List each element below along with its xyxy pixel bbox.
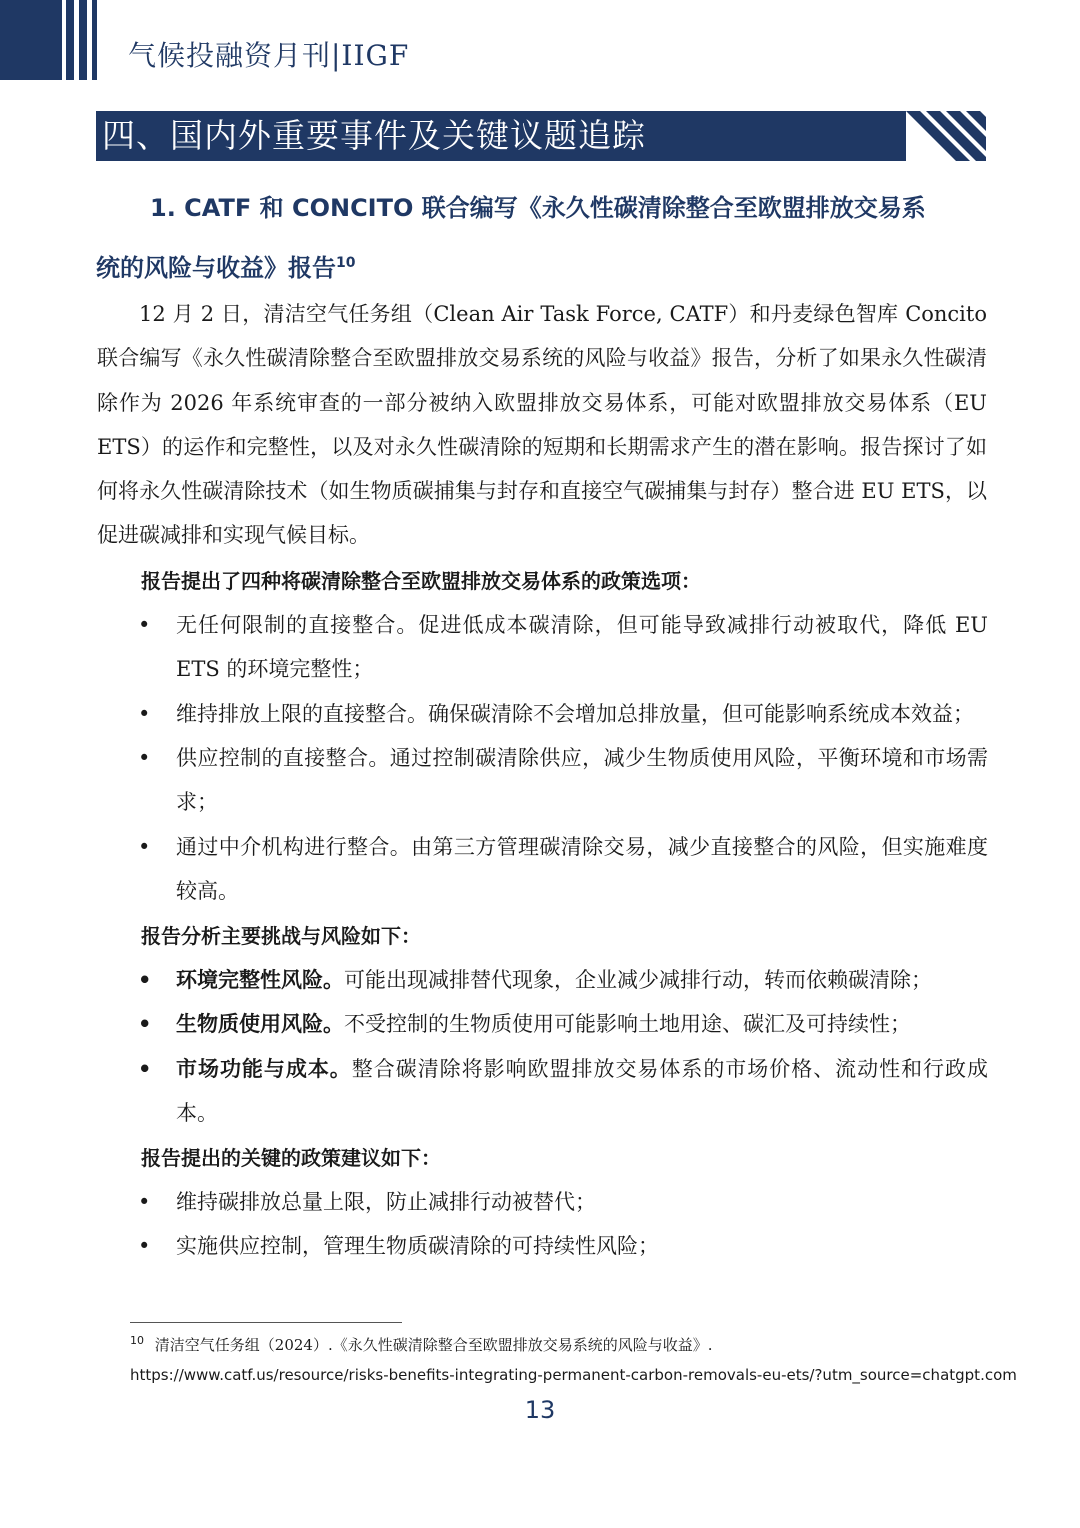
options-heading: 报告提出了四种将碳清除整合至欧盟排放交易体系的政策选项：: [141, 569, 701, 593]
bullet-icon: •: [138, 1234, 151, 1258]
recommendation-text: 维持碳排放总量上限，防止减排行动被替代；: [176, 1190, 596, 1214]
article-title-line2: [96, 248, 986, 283]
bullet-icon: •: [138, 1190, 151, 1214]
banner-stripes-icon: [906, 111, 986, 161]
page-number: 13: [524, 1396, 556, 1424]
risk-text: 不受控制的生物质使用可能影响土地用途、碳汇及可持续性；: [344, 1012, 911, 1036]
bullet-icon: •: [138, 613, 151, 637]
list-item: [138, 825, 988, 914]
section-banner: [96, 111, 986, 161]
list-item: [138, 736, 988, 825]
bullet-icon: •: [138, 1057, 152, 1081]
list-item: [138, 1047, 988, 1136]
bullet-icon: •: [138, 968, 152, 992]
article-title-line1: 1. CATF 和 CONCITO 联合编写《永久性碳清除整合至欧盟排放交易系: [150, 194, 926, 222]
bullet-icon: •: [138, 835, 151, 859]
list-item: [138, 692, 988, 736]
risk-label: 生物质使用风险。: [176, 1012, 344, 1036]
journal-title: 气候投融资月刊|IIGF: [128, 39, 410, 72]
option-text: 通过中介机构进行整合。由第三方管理碳清除交易，减少直接整合的风险，但实施难度较高。: [176, 835, 988, 904]
recommendations-heading: 报告提出的关键的政策建议如下：: [141, 1146, 441, 1170]
footnote-link[interactable]: https://www.catf.us/resource/risks-benefits-integrating-permanent-carbon-removals-eu-ets/?utm_source=chatgpt.com: [130, 1366, 1017, 1384]
footnote: [130, 1334, 713, 1355]
option-text: 无任何限制的直接整合。促进低成本碳清除，但可能导致减排行动被取代，降低 EU ETS 的环境完整性；: [176, 613, 988, 682]
option-text: 维持排放上限的直接整合。确保碳清除不会增加总排放量，但可能影响系统成本效益；: [176, 702, 974, 726]
list-item: [138, 603, 988, 692]
bullet-icon: •: [138, 702, 151, 726]
risk-label: 市场功能与成本。: [176, 1057, 352, 1081]
footnote-ref[interactable]: 10: [336, 255, 356, 271]
risk-text: 整合碳清除将影响欧盟排放交易体系的市场价格、流动性和行政成本。: [176, 1057, 989, 1126]
risk-label: 环境完整性风险。: [176, 968, 344, 992]
section-title: 四、国内外重要事件及关键议题追踪: [102, 116, 646, 155]
list-item: [138, 958, 988, 1002]
list-item: [138, 1002, 988, 1046]
bullet-icon: •: [138, 1012, 152, 1036]
footnote-divider: [130, 1322, 402, 1323]
footnote-number: 10: [130, 1334, 144, 1347]
bullet-icon: •: [138, 746, 151, 770]
list-item: [138, 1224, 988, 1268]
footnote-text: 清洁空气任务组（2024）.《永久性碳清除整合至欧盟排放交易系统的风险与收益》.: [154, 1336, 713, 1354]
risks-heading: 报告分析主要挑战与风险如下：: [141, 924, 421, 948]
recommendation-text: 实施供应控制，管理生物质碳清除的可持续性风险；: [176, 1234, 659, 1258]
risk-text: 可能出现减排替代现象，企业减少减排行动，转而依赖碳清除；: [344, 968, 932, 992]
article-title-text: 统的风险与收益》报告: [96, 254, 336, 282]
intro-paragraph: 12 月 2 日，清洁空气任务组（Clean Air Task Force, CATF）和丹麦绿色智库 Concito 联合编写《永久性碳清除整合至欧盟排放交易系统的风险与收益》报告，分析了如果永久性碳清除作为 2026 年系统审查的一部分被纳入欧盟排放交易体系，可能对欧盟排放交易体系（EU ETS）的运作和完整性，以及对永久性碳清除的短期和长期需求产生的潜在影响。报告探讨了如何将永久性碳清除技术（如生物质碳捕集与封存和直接空气碳捕集与封存）整合进 EU ETS，以促进碳减排和实现气候目标。: [97, 302, 987, 548]
list-item: [138, 1180, 988, 1224]
option-text: 供应控制的直接整合。通过控制碳清除供应，减少生物质使用风险，平衡环境和市场需求；: [176, 746, 988, 815]
